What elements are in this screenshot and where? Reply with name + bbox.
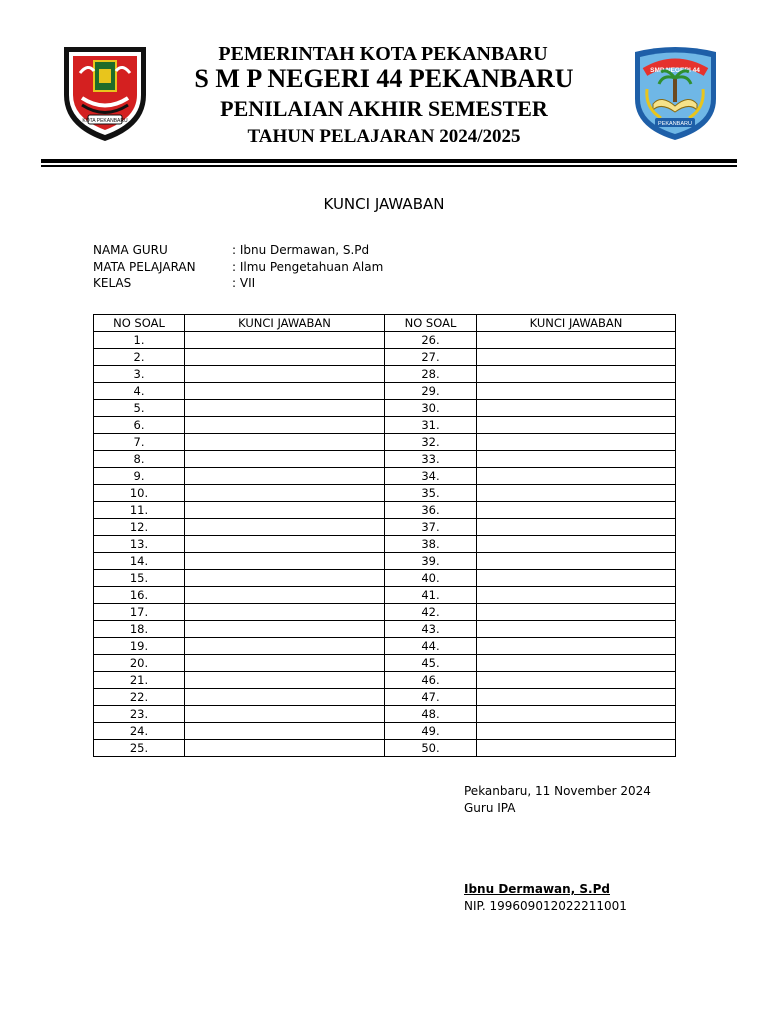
question-number: 31. [385,417,477,434]
table-row [94,604,676,621]
answer-cell [185,502,385,519]
answer-cell [477,604,676,621]
question-number: 14. [94,553,185,570]
question-number: 19. [94,638,185,655]
answer-cell [185,587,385,604]
answer-cell [477,621,676,638]
question-number: 20. [94,655,185,672]
answer-cell [185,485,385,502]
answer-cell [185,536,385,553]
header-rule-thick [41,159,737,163]
question-number: 27. [385,349,477,366]
table-row [94,587,676,604]
column-header: KUNCI JAWABAN [477,315,676,332]
table-row [94,638,676,655]
answer-cell [477,536,676,553]
answer-cell [185,621,385,638]
class-value: : VII [232,276,256,290]
question-number: 36. [385,502,477,519]
question-number: 17. [94,604,185,621]
signature-name: Ibnu Dermawan, S.Pd [464,882,610,896]
answer-cell [477,366,676,383]
question-number: 5. [94,400,185,417]
table-row [94,621,676,638]
question-number: 42. [385,604,477,621]
answer-cell [477,723,676,740]
subject-label: MATA PELAJARAN [93,260,196,274]
question-number: 50. [385,740,477,757]
answer-cell [185,655,385,672]
answer-cell [477,655,676,672]
answer-cell [185,434,385,451]
question-number: 49. [385,723,477,740]
question-number: 9. [94,468,185,485]
answer-cell [185,706,385,723]
question-number: 28. [385,366,477,383]
table-row [94,468,676,485]
question-number: 40. [385,570,477,587]
answer-cell [185,570,385,587]
school-heading: S M P NEGERI 44 PEKANBARU [194,64,574,93]
table-row [94,485,676,502]
answer-cell [477,672,676,689]
column-header: KUNCI JAWABAN [185,315,385,332]
answer-cell [185,740,385,757]
question-number: 21. [94,672,185,689]
table-row [94,417,676,434]
table-row [94,434,676,451]
question-number: 26. [385,332,477,349]
table-row [94,553,676,570]
answer-cell [477,689,676,706]
question-number: 47. [385,689,477,706]
question-number: 34. [385,468,477,485]
answer-cell [185,366,385,383]
question-number: 35. [385,485,477,502]
signature-place-date: Pekanbaru, 11 November 2024 [464,784,651,798]
table-row [94,400,676,417]
answer-cell [185,349,385,366]
answer-key-table [93,314,676,757]
question-number: 10. [94,485,185,502]
answer-cell [477,417,676,434]
question-number: 32. [385,434,477,451]
signature-nip: NIP. 199609012022211001 [464,899,627,913]
answer-cell [185,638,385,655]
answer-table-body [94,332,676,757]
question-number: 44. [385,638,477,655]
answer-cell [477,706,676,723]
question-number: 15. [94,570,185,587]
emblem-text: PEKANBARU [658,121,692,127]
question-number: 30. [385,400,477,417]
question-number: 8. [94,451,185,468]
year-heading: TAHUN PELAJARAN 2024/2025 [247,126,521,147]
answer-cell [185,723,385,740]
answer-cell [477,519,676,536]
question-number: 12. [94,519,185,536]
emblem-text: SMP NEGERI 44 [650,67,700,74]
question-number: 33. [385,451,477,468]
table-row [94,570,676,587]
answer-cell [477,349,676,366]
school-emblem-logo [631,44,720,142]
answer-cell [477,740,676,757]
class-label: KELAS [93,276,132,290]
question-number: 4. [94,383,185,400]
question-number: 39. [385,553,477,570]
question-number: 29. [385,383,477,400]
subject-value: : Ilmu Pengetahuan Alam [232,260,384,274]
question-number: 6. [94,417,185,434]
answer-cell [185,519,385,536]
table-row [94,366,676,383]
answer-cell [477,553,676,570]
table-row [94,689,676,706]
answer-cell [185,451,385,468]
table-row [94,502,676,519]
answer-cell [185,417,385,434]
question-number: 1. [94,332,185,349]
government-heading: PEMERINTAH KOTA PEKANBARU [218,43,548,65]
answer-cell [477,400,676,417]
table-row [94,519,676,536]
question-number: 45. [385,655,477,672]
table-row [94,655,676,672]
header-rule-thin [41,165,737,167]
question-number: 22. [94,689,185,706]
answer-cell [185,689,385,706]
table-row [94,740,676,757]
answer-cell [185,553,385,570]
teacher-value: : Ibnu Dermawan, S.Pd [232,243,370,257]
table-row [94,723,676,740]
subject-row [93,259,383,275]
table-row [94,451,676,468]
question-number: 13. [94,536,185,553]
answer-cell [185,332,385,349]
answer-cell [477,638,676,655]
question-number: 23. [94,706,185,723]
teacher-label: NAMA GURU [93,243,168,257]
answer-cell [185,604,385,621]
answer-cell [477,468,676,485]
answer-cell [477,502,676,519]
question-number: 2. [94,349,185,366]
question-number: 16. [94,587,185,604]
document-title: KUNCI JAWABAN [323,195,445,213]
class-row [93,275,255,291]
signature-role: Guru IPA [464,801,516,815]
question-number: 24. [94,723,185,740]
question-number: 7. [94,434,185,451]
answer-cell [185,672,385,689]
answer-cell [185,468,385,485]
exam-heading: PENILAIAN AKHIR SEMESTER [220,96,548,121]
question-number: 11. [94,502,185,519]
question-number: 38. [385,536,477,553]
teacher-row [93,242,369,258]
question-number: 43. [385,621,477,638]
answer-cell [477,434,676,451]
answer-cell [185,383,385,400]
table-row [94,383,676,400]
question-number: 37. [385,519,477,536]
table-row [94,349,676,366]
answer-cell [477,332,676,349]
question-number: 18. [94,621,185,638]
question-number: 3. [94,366,185,383]
answer-cell [477,485,676,502]
table-row [94,706,676,723]
table-row [94,536,676,553]
answer-cell [477,451,676,468]
answer-cell [185,400,385,417]
answer-cell [477,587,676,604]
answer-cell [477,383,676,400]
question-number: 48. [385,706,477,723]
question-number: 25. [94,740,185,757]
table-row [94,332,676,349]
question-number: 41. [385,587,477,604]
question-number: 46. [385,672,477,689]
column-header: NO SOAL [385,315,477,332]
table-header-row [94,315,676,332]
table-row [94,672,676,689]
answer-cell [477,570,676,587]
emblem-text: KOTA PEKANBARU [82,118,128,124]
column-header: NO SOAL [94,315,185,332]
